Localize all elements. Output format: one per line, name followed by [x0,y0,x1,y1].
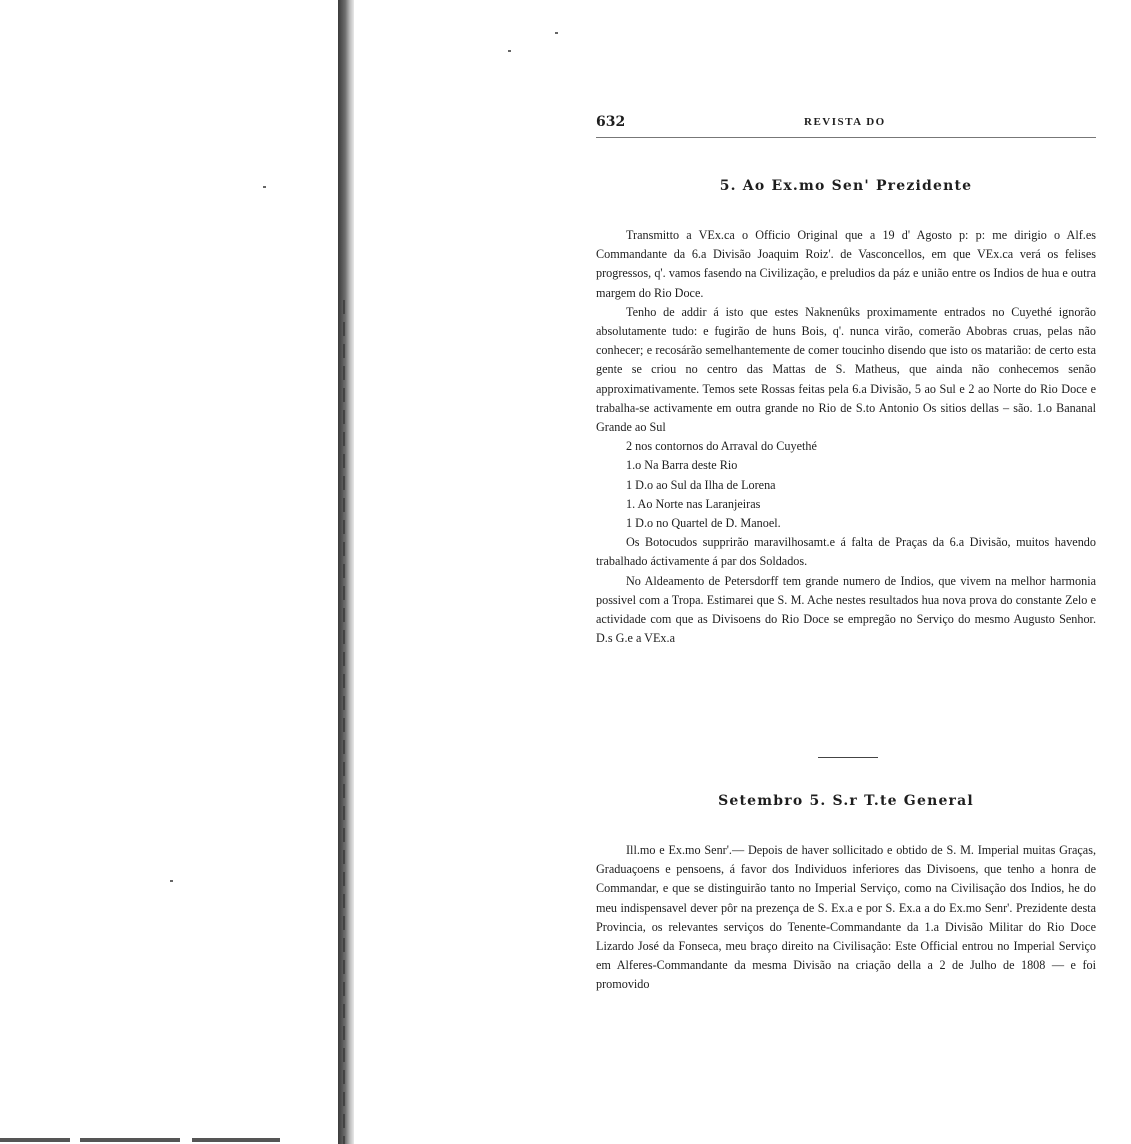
section-divider [818,757,878,758]
speck [555,32,558,34]
section-title-1: 5. Ao Ex.mo Sen' Prezidente [719,178,973,194]
paragraph: Ill.mo e Ex.mo Senr'.— Depois de haver sollicitado e obtido de S. M. Imperial muitas Graças, Graduaçoens e pensoens, á favor dos Individuos inferiores das Divisoens, que tenho a honra de Commandar, e que se distinguirão tanto no Imperial Serviço, como na Civilisação dos Indios, he do meu indispensavel dever pôr na prezença de S. Ex.a e por S. Ex.a a do Ex.mo Senr'. Prezidente desta Provincia, os relevantes serviços do Tenente-Commandante da 1.a Divisão Militar do Rio Doce Lizardo José da Fonseca, meu braço direito na Civilisação: Este Official entrou no Imperial Serviço em Alferes-Commandante da mesma Divisão na criação della a 2 de Julho de 1808 — e foi promovido [596,843,1096,992]
paragraph: No Aldeamento de Petersdorff tem grande numero de Indios, que vivem na melhor harmonia possivel com a Tropa. Estimarei que S. M. Ache nestes resultados hua nova prova do constante Zelo e actividade com que as Divisoens do Rio Doce se empregão no Serviço do mesmo Augusto Senhor. D.s G.e a VEx.a [596,573,1096,646]
bottom-edge [80,1138,180,1142]
paragraph: Transmitto a VEx.ca o Officio Original que a 19 d' Agosto p: p: me dirigio o Alf.es Commandante da 6.a Divisão Joaquim Roiz'. de Vasconcellos, em que VEx.ca verá os felises progressos, q'. vamos fasendo na Civilização, e preludios da páz e união entre os Indios de hua e outra margem do Rio Doce. [596,228,1096,300]
header-rule [596,137,1096,138]
section-title-2: Setembro 5. S.r T.te General [718,793,974,809]
speck [263,186,266,188]
paragraph: Tenho de addir á isto que estes Naknenûks proximamente entrados no Cuyethé ignorão absolutamente tudo: e fugirão de huns Bois, q'. nunca virão, comerão Abobras cruas, pelas não conhecer; e recosárão semelhantemente de comer toucinho disendo que isto os matarião: de certo esta gente se criou no centro das Mattas de S. Matheus, que ainda não conhecemos senão approximativamente. Temos sete Rossas feitas pela 6.a Divisão, 5 ao Sul e 2 ao Norte do Rio Doce e trabalha-se activamente em outra grande no Rio de S.to Antonio Os sitios dellas – são. 1.o Bananal Grande ao Sul [596,304,1096,435]
list-item: 1 D.o ao Sul da Ilha de Lorena [626,477,776,492]
list-item: 1.o Na Barra deste Rio [626,458,738,473]
bottom-edge [192,1138,280,1142]
speck [508,50,511,52]
running-head: REVISTA DO [804,116,886,128]
binding-edge [343,300,345,1144]
list-item: 1 D.o no Quartel de D. Manoel. [626,516,781,531]
book-gutter [338,0,354,1144]
letter-body-1 [596,226,1096,648]
list-item: 1. Ao Norte nas Laranjeiras [626,496,761,511]
page-number: 632 [596,114,626,130]
speck [170,880,173,882]
paragraph: Os Botocudos supprirão maravilhosamt.e á falta de Praças da 6.a Divisão, muitos havendo trabalhado áctivamente á par dos Soldados. [596,535,1096,569]
page-header [596,114,1096,136]
list-item: 2 nos contornos do Arraval do Cuyethé [626,439,817,454]
letter-body-2 [596,841,1096,995]
bottom-edge [0,1138,70,1142]
